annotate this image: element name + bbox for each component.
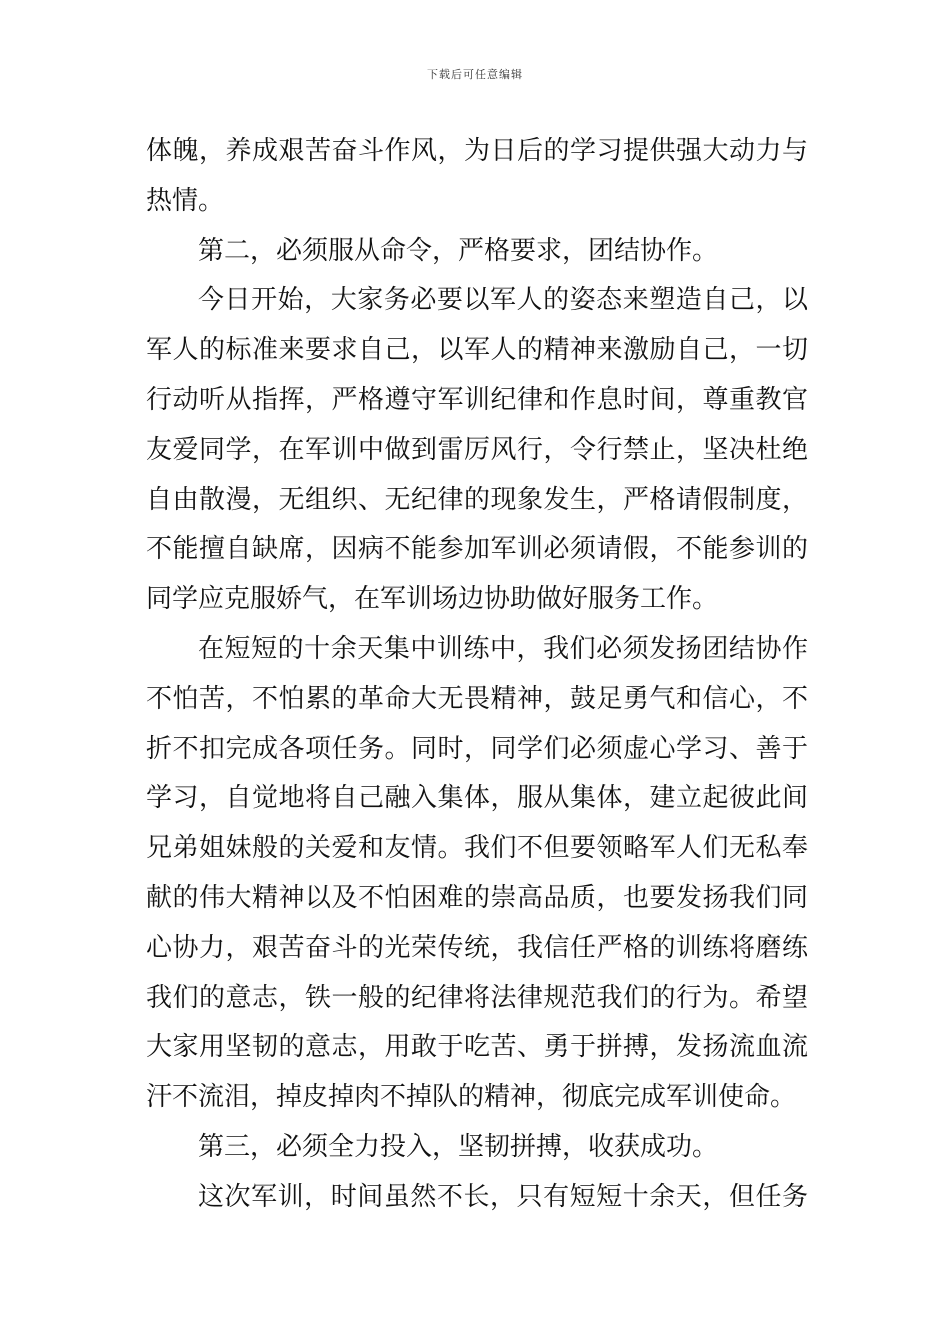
text-line: 折不扣完成各项任务。同时，同学们必须虚心学习、善于 xyxy=(146,733,808,764)
text-line: 兄弟姐妹般的关爱和友情。我们不但要领略军人们无私奉 xyxy=(146,833,808,864)
text-line: 自由散漫，无组织、无纪律的现象发生，严格请假制度， xyxy=(146,484,808,515)
text-line: 体魄，养成艰苦奋斗作风，为日后的学习提供强大动力与 xyxy=(146,136,808,166)
section-heading-line: 第三，必须全力投入，坚韧拼搏，收获成功。 xyxy=(198,1131,719,1162)
text-line: 友爱同学，在军训中做到雷厉风行，令行禁止，坚决杜绝 xyxy=(146,434,808,465)
text-line: 军人的标准来要求自己，以军人的精神来激励自己，一切 xyxy=(146,335,808,366)
text-line: 在短短的十余天集中训练中，我们必须发扬团结协作 xyxy=(198,633,808,664)
text-line: 同学应克服娇气，在军训场边协助做好服务工作。 xyxy=(146,584,719,615)
text-line: 行动听从指挥，严格遵守军训纪律和作息时间，尊重教官 xyxy=(146,384,808,415)
text-line: 不能擅自缺席，因病不能参加军训必须请假，不能参训的 xyxy=(146,534,808,565)
text-line: 学习，自觉地将自己融入集体，服从集体，建立起彼此间 xyxy=(146,783,808,814)
text-line: 大家用坚韧的意志，用敢于吃苦、勇于拼搏，发扬流血流 xyxy=(146,1032,808,1063)
text-line: 汗不流泪，掉皮掉肉不掉队的精神，彻底完成军训使命。 xyxy=(146,1082,797,1113)
text-line: 今日开始，大家务必要以军人的姿态来塑造自己，以 xyxy=(198,285,808,316)
document-body xyxy=(146,127,808,1223)
text-line: 我们的意志，铁一般的纪律将法律规范我们的行为。希望 xyxy=(146,982,808,1013)
section-heading-line: 第二，必须服从命令，严格要求，团结协作。 xyxy=(198,235,719,266)
text-line: 这次军训，时间虽然不长，只有短短十余天，但任务 xyxy=(198,1181,808,1212)
text-line: 不怕苦，不怕累的革命大无畏精神，鼓足勇气和信心，不 xyxy=(146,683,808,714)
text-line: 心协力，艰苦奋斗的光荣传统，我信任严格的训练将磨练 xyxy=(146,932,808,963)
page-header-note: 下载后可任意编辑 xyxy=(427,68,523,81)
text-line: 热情。 xyxy=(146,185,225,216)
text-line: 献的伟大精神以及不怕困难的崇高品质，也要发扬我们同 xyxy=(146,882,808,913)
